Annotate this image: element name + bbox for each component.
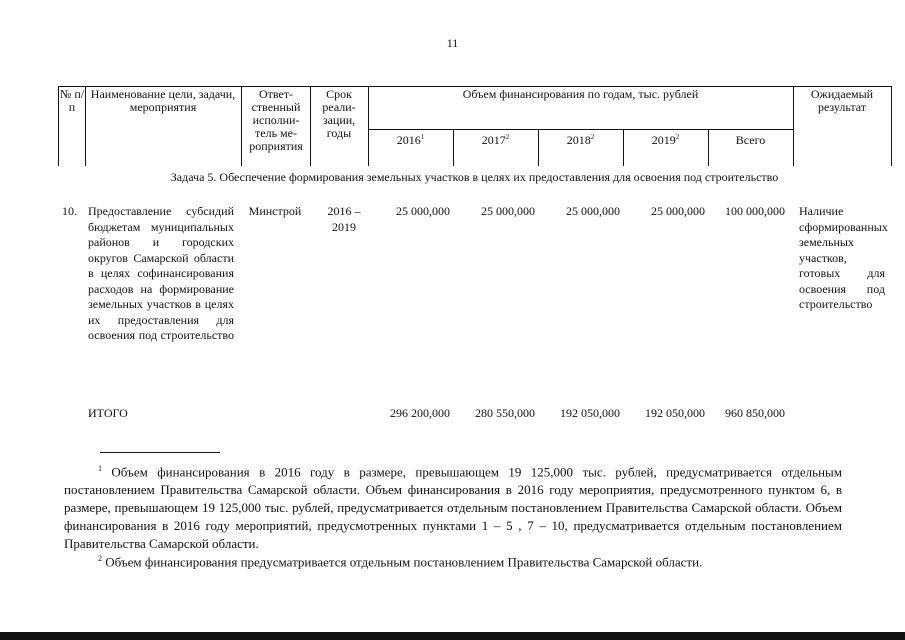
years-rule	[368, 129, 793, 130]
col-rule	[85, 86, 86, 166]
row-name: Предоставление субсидий бюджетам муниципальных районов и городских округов Самарской области в целях софинансирования расходов на формирование земельных участков в целях их предоставления для освоения под строительство	[88, 204, 234, 342]
year-2019: 2019$^2$	[651, 133, 680, 147]
table-header	[58, 86, 891, 166]
scan-bottom-edge	[0, 632, 905, 640]
footnote-1-text: Объем финансирования в 2016 году в размере, превышающем 19 125,000 тыс. рублей, предусматривается отдельным постановлением Правительства Самарской области. Объем финансирования в 2016 году мероприятия, предусмотренного пунктом 6, в размере, превышающем 19 125,000 тыс. рублей, предусматривается отдельным постановлением Правительства Самарской области. Объем финансирования в 2016 году мероприятий, предусмотренных пунктами 1 – 5 , 7 – 10, предусматривается отдельным постановлением Правительства Самарской области.	[64, 464, 842, 552]
total-2017: 280 550,000	[475, 406, 535, 420]
row-number: 10.	[62, 204, 77, 218]
header-name: Наименование цели, задачи, мероприятия	[90, 87, 236, 114]
row-value-2019: 25 000,000	[651, 204, 705, 218]
row-term: 2016 – 2019	[327, 204, 361, 234]
header-term: Срок реали-зации, годы	[322, 87, 356, 140]
total-2019: 192 050,000	[645, 406, 705, 420]
total-all: 960 850,000	[725, 406, 785, 420]
task-heading: Задача 5. Обеспечение формирования земельных участков в целях их предоставления для освоения под строительство	[170, 170, 779, 184]
row-value-2018: 25 000,000	[566, 204, 620, 218]
footnote-2	[64, 550, 842, 571]
header-responsible: Ответ-ственный исполни-тель ме-роприятия	[249, 87, 303, 153]
total-2018: 192 050,000	[560, 406, 620, 420]
row-responsible: Минстрой	[248, 204, 302, 218]
year-2016: 2016$^1$	[396, 133, 425, 147]
col-rule	[241, 86, 242, 166]
footnote-2-mark: 2	[98, 554, 102, 563]
row-value-2016: 25 000,000	[396, 204, 450, 218]
total-2016: 296 200,000	[390, 406, 450, 420]
page-number: 11	[446, 36, 459, 50]
header-result: Ожидаемый результат	[810, 87, 874, 114]
year-2018: 2018$^2$	[566, 133, 595, 147]
col-rule	[891, 86, 892, 166]
total-label: ИТОГО	[88, 406, 128, 420]
year-2017: 2017$^2$	[481, 133, 510, 147]
row-value-total: 100 000,000	[725, 204, 785, 218]
header-num: № п/п	[59, 87, 85, 114]
row-value-2017: 25 000,000	[481, 204, 535, 218]
year-total: Всего	[735, 133, 766, 147]
col-rule	[310, 86, 311, 166]
row-result: Наличие сформированных земельных участков, готовых для освоения под строительство	[799, 204, 888, 311]
footnote-separator	[100, 452, 220, 453]
footnote-1	[64, 460, 842, 553]
col-rule	[793, 86, 794, 166]
footnote-2-text: Объем финансирования предусматривается отдельным постановлением Правительства Самарской области.	[105, 554, 703, 570]
header-financing: Объем финансирования по годам, тыс. рублей	[462, 87, 699, 101]
footnote-1-mark: 1	[98, 464, 102, 473]
